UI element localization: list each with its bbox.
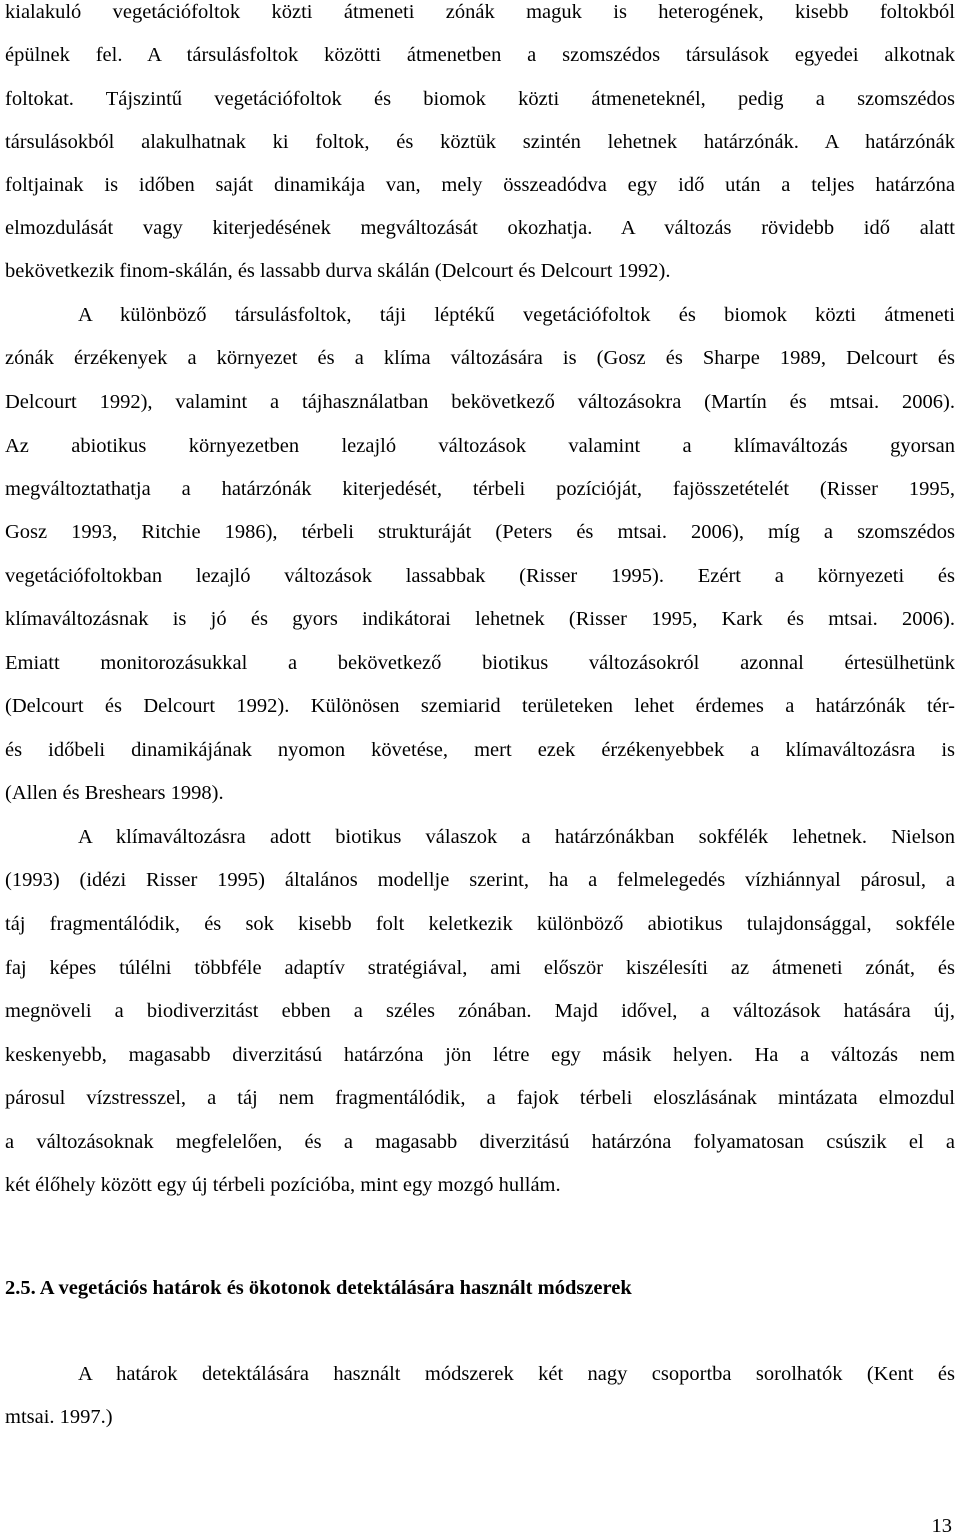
- text-line: (Allen és Breshears 1998).: [5, 782, 224, 804]
- text-line: Az abiotikus környezetben lezajló változások valamint a klímaváltozás gyorsan: [5, 435, 955, 457]
- text-line: Delcourt 1992), valamint a tájhasználatban bekövetkező változásokra (Martín és mtsai. 2006).: [5, 391, 955, 413]
- text-line: foltokat. Tájszintű vegetációfoltok és biomok közti átmeneteknél, pedig a szomszédos: [5, 88, 955, 110]
- text-line: A határok detektálására használt módszerek két nagy csoportba sorolhatók (Kent és: [78, 1363, 955, 1385]
- text-line: bekövetkezik finom-skálán, és lassabb durva skálán (Delcourt és Delcourt 1992).: [5, 260, 671, 282]
- text-line: klímaváltozásnak is jó és gyors indikátorai lehetnek (Risser 1995, Kark és mtsai. 2006).: [5, 608, 955, 630]
- text-line: zónák érzékenyek a környezet és a klíma változására is (Gosz és Sharpe 1989, Delcourt és: [5, 347, 955, 369]
- text-line: megnöveli a biodiverzitást ebben a széles zónában. Majd idővel, a változások hatására új,: [5, 1000, 955, 1022]
- text-line: megváltoztathatja a határzónák kiterjedését, térbeli pozícióját, fajösszetételét (Risser 1995,: [5, 478, 955, 500]
- text-line: és időbeli dinamikájának nyomon követése, mert ezek érzékenyebbek a klímaváltozásra is: [5, 739, 955, 761]
- text-line: keskenyebb, magasabb diverzitású határzóna jön létre egy másik helyen. Ha a változás nem: [5, 1044, 955, 1066]
- text-line: a változásoknak megfelelően, és a magasabb diverzitású határzóna folyamatosan csúszik el a: [5, 1131, 955, 1153]
- text-line: épülnek fel. A társulásfoltok közötti átmenetben a szomszédos társulások egyedei alkotnak: [5, 44, 955, 66]
- text-line: vegetációfoltokban lezajló változások lassabbak (Risser 1995). Ezért a környezeti és: [5, 565, 955, 587]
- text-line: kialakuló vegetációfoltok közti átmeneti zónák maguk is heterogének, kisebb foltokból: [5, 1, 955, 23]
- text-line: Emiatt monitorozásukkal a bekövetkező biotikus változásokról azonnal értesülhetünk: [5, 652, 955, 674]
- text-line: párosul vízstresszel, a táj nem fragmentálódik, a fajok térbeli eloszlásának mintázata elmozdul: [5, 1087, 955, 1109]
- text-line: faj képes túlélni többféle adaptív stratégiával, ami először kiszélesíti az átmeneti zónát, és: [5, 957, 955, 979]
- text-line: két élőhely között egy új térbeli pozícióba, mint egy mozgó hullám.: [5, 1174, 561, 1196]
- text-line: foltjainak is időben saját dinamikája van, mely összeadódva egy idő után a teljes határzóna: [5, 174, 955, 196]
- text-line: A különböző társulásfoltok, táji léptékű vegetációfoltok és biomok közti átmeneti: [78, 304, 955, 326]
- text-line: társulásokból alakulhatnak ki foltok, és köztük szintén lehetnek határzónák. A határzónák: [5, 131, 955, 153]
- page-number: 13: [931, 1515, 952, 1537]
- section-heading: 2.5. A vegetációs határok és ökotonok detektálására használt módszerek: [5, 1277, 632, 1299]
- text-line: (1993) (idézi Risser 1995) általános modellje szerint, ha a felmelegedés vízhiánnyal párosul, a: [5, 869, 955, 891]
- text-line: A klímaváltozásra adott biotikus válaszok a határzónákban sokfélék lehetnek. Nielson: [78, 826, 955, 848]
- text-line: táj fragmentálódik, és sok kisebb folt keletkezik különböző abiotikus tulajdonsággal, sokféle: [5, 913, 955, 935]
- text-line: mtsai. 1997.): [5, 1406, 113, 1428]
- text-line: elmozdulását vagy kiterjedésének megváltozását okozhatja. A változás rövidebb idő alatt: [5, 217, 955, 239]
- text-line: Gosz 1993, Ritchie 1986), térbeli strukturáját (Peters és mtsai. 2006), míg a szomszédos: [5, 521, 955, 543]
- text-line: (Delcourt és Delcourt 1992). Különösen szemiarid területeken lehet érdemes a határzónák tér-: [5, 695, 955, 717]
